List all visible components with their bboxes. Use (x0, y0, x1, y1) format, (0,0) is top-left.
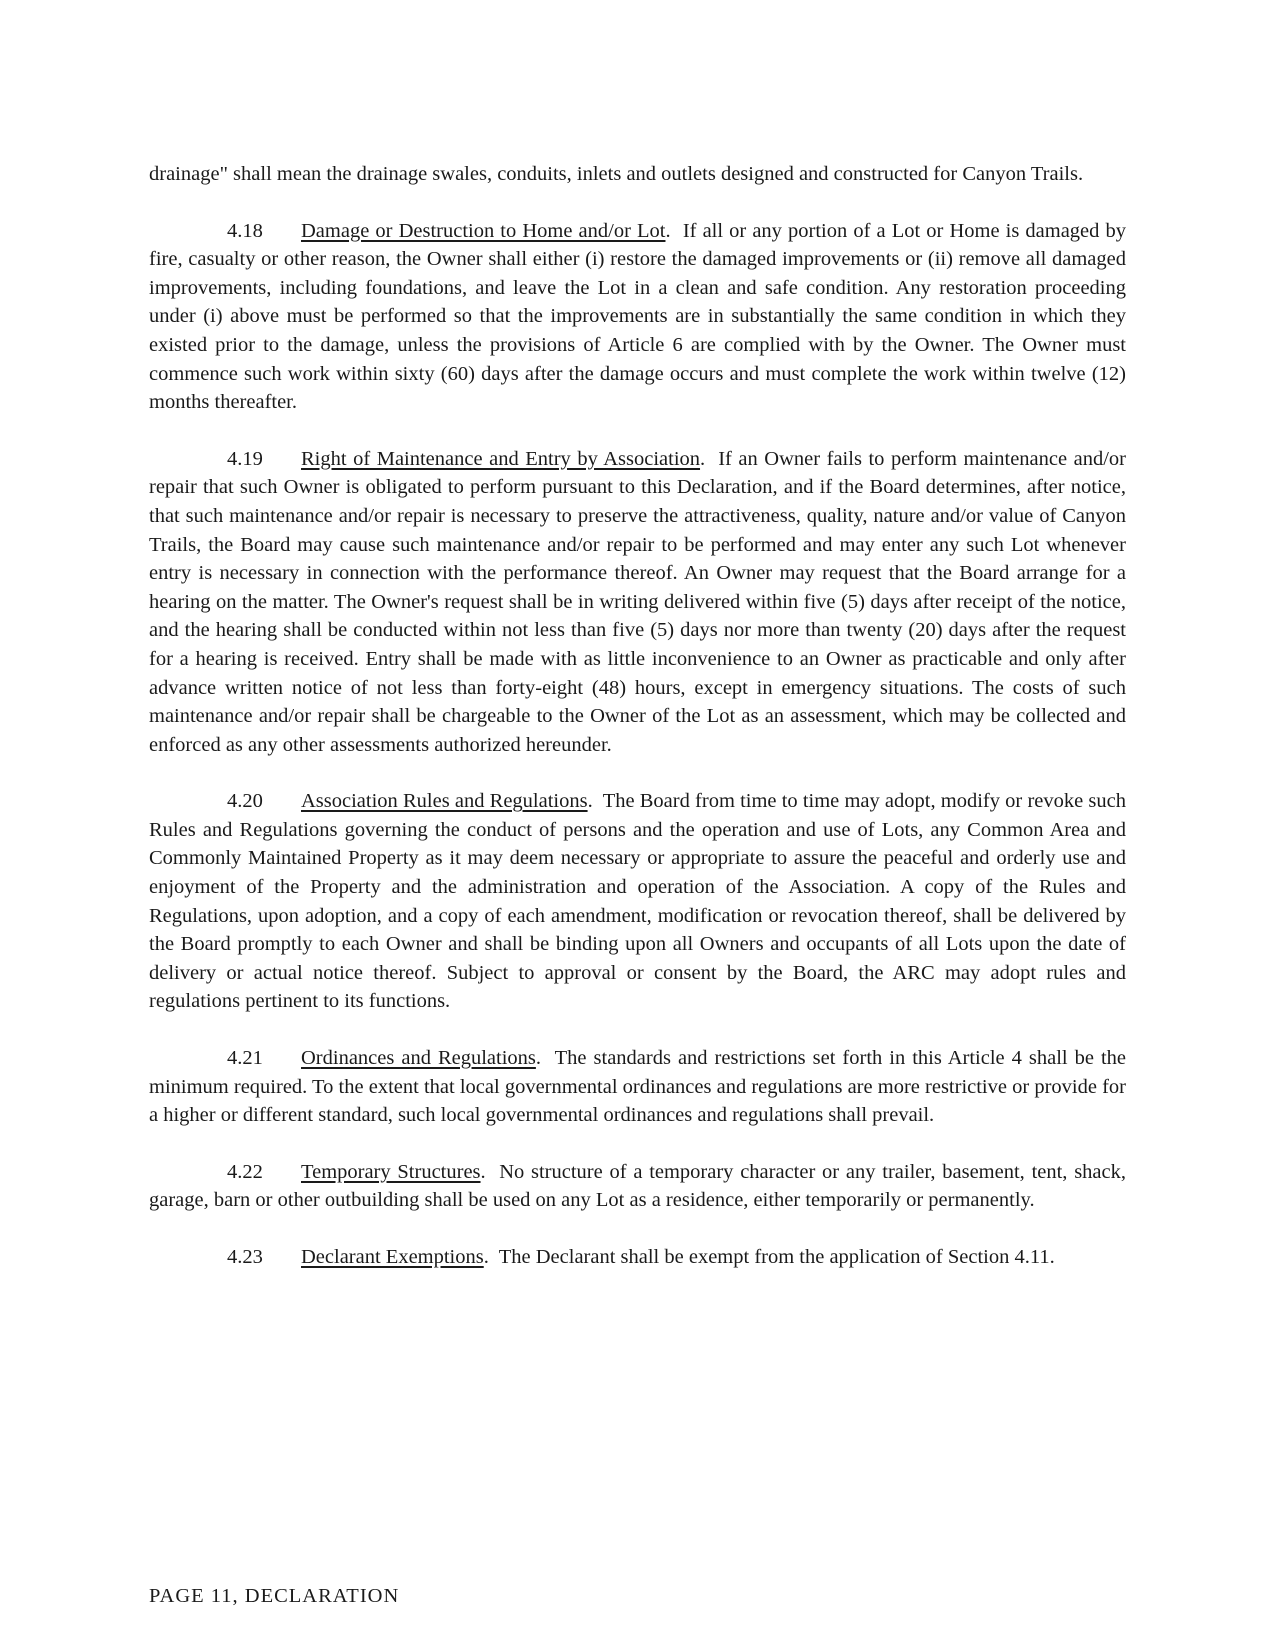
section-heading: Right of Maintenance and Entry by Association (301, 447, 701, 470)
section-4-18: 4.18 Damage or Destruction to Home and/or Lot. If all or any portion of a Lot or Home is damaged by fire, casualty or other reason, the Owner shall either (i) restore the damaged improvements or (ii) remove all damaged improvements, including foundations, and leave the Lot in a clean and safe condition. Any restoration proceeding under (i) above must be performed so that the improvements are in substantially the same condition in which they existed prior to the damage, unless the provisions of Article 6 are complied with by the Owner. The Owner must commence such work within sixty (60) days after the damage occurs and must complete the work within twelve (12) months thereafter. (149, 217, 1126, 417)
section-number: 4.22 (227, 1160, 263, 1183)
section-text: The Declarant shall be exempt from the application of Section 4.11. (498, 1246, 1055, 1268)
section-4-19: 4.19 Right of Maintenance and Entry by Association. If an Owner fails to perform maintenance and/or repair that such Owner is obligated to perform pursuant to this Declaration, and if the Board determines, after notice, that such maintenance and/or repair is necessary to preserve the attractiveness, quality, nature and/or value of Canyon Trails, the Board may cause such maintenance and/or repair to be performed and may enter any such Lot whenever entry is necessary in connection with the performance thereof. An Owner may request that the Board arrange for a hearing on the matter. The Owner's request shall be in writing delivered within five (5) days after receipt of the notice, and the hearing shall be conducted within not less than five (5) days nor more than twenty (20) days after the request for a hearing is received. Entry shall be made with as little inconvenience to an Owner as practicable and only after advance written notice of not less than forty-eight (48) hours, except in emergency situations. The costs of such maintenance and/or repair shall be chargeable to the Owner of the Lot as an assessment, which may be collected and enforced as any other assessments authorized hereunder. (149, 445, 1126, 760)
section-text: The standards and restrictions set forth in this Article 4 shall be the minimum required. To the extent that local governmental ordinances and regulations are more restrictive or provide for a higher or different standard, such local governmental ordinances and regulations shall prevail. (149, 1047, 1126, 1127)
section-number: 4.18 (227, 219, 263, 242)
section-4-21: 4.21 Ordinances and Regulations. The standards and restrictions set forth in this Article 4 shall be the minimum required. To the extent that local governmental ordinances and regulations are more restrictive or provide for a higher or different standard, such local governmental ordinances and regulations shall prevail. (149, 1044, 1126, 1130)
section-4-22: 4.22 Temporary Structures. No structure of a temporary character or any trailer, basement, tent, shack, garage, barn or other outbuilding shall be used on any Lot as a residence, either temporarily or permanently. (149, 1158, 1126, 1215)
section-heading: Declarant Exemptions (301, 1246, 484, 1268)
section-text: If all or any portion of a Lot or Home is damaged by fire, casualty or other reason, the Owner shall either (i) restore the damaged improvements or (ii) remove all damaged improvements, including foundations, and leave the Lot in a clean and safe condition. Any restoration proceeding under (i) above must be performed so that the improvements are in substantially the same condition in which they existed prior to the damage, unless the provisions of Article 6 are complied with by the Owner. The Owner must commence such work within sixty (60) days after the damage occurs and must complete the work within twelve (12) months thereafter. (149, 219, 1126, 414)
section-4-20: 4.20 Association Rules and Regulations. The Board from time to time may adopt, modify or revoke such Rules and Regulations governing the conduct of persons and the operation and use of Lots, any Common Area and Commonly Maintained Property as it may deem necessary or appropriate to assure the peaceful and orderly use and enjoyment of the Property and the administration and operation of the Association. A copy of the Rules and Regulations, upon adoption, and a copy of each amendment, modification or revocation thereof, shall be delivered by the Board promptly to each Owner and shall be binding upon all Owners and occupants of all Lots upon the date of delivery or actual notice thereof. Subject to approval or consent by the Board, the ARC may adopt rules and regulations pertinent to its functions. (149, 787, 1126, 1016)
section-number: 4.21 (227, 1047, 263, 1070)
section-4-23: 4.23 Declarant Exemptions. The Declarant shall be exempt from the application of Section 4.11. (149, 1243, 1126, 1272)
section-text: If an Owner fails to perform maintenance and/or repair that such Owner is obligated to perform pursuant to this Declaration, and if the Board determines, after notice, that such maintenance and/or repair is necessary to preserve the attractiveness, quality, nature and/or value of Canyon Trails, the Board may cause such maintenance and/or repair to be performed and may enter any such Lot whenever entry is necessary in connection with the performance thereof. An Owner may request that the Board arrange for a hearing on the matter. The Owner's request shall be in writing delivered within five (5) days after receipt of the notice, and the hearing shall be conducted within not less than five (5) days nor more than twenty (20) days after the request for a hearing is received. Entry shall be made with as little inconvenience to an Owner as practicable and only after advance written notice of not less than forty-eight (48) hours, except in emergency situations. The costs of such maintenance and/or repair shall be chargeable to the Owner of the Lot as an assessment, which may be collected and enforced as any other assessments authorized hereunder. (149, 447, 1126, 756)
continuation-paragraph (149, 160, 1126, 189)
page-footer: PAGE 11, DECLARATION (149, 1585, 400, 1607)
section-number: 4.19 (227, 447, 263, 470)
section-number: 4.23 (227, 1246, 263, 1268)
section-heading: Temporary Structures (301, 1160, 481, 1183)
section-text: No structure of a temporary character or any trailer, basement, tent, shack, garage, barn or other outbuilding shall be used on any Lot as a residence, either temporarily or permanently. (149, 1160, 1126, 1212)
section-number: 4.20 (227, 790, 263, 813)
section-heading: Ordinances and Regulations (301, 1047, 536, 1070)
section-text: The Board from time to time may adopt, modify or revoke such Rules and Regulations governing the conduct of persons and the operation and use of Lots, any Common Area and Commonly Maintained Property as it may deem necessary or appropriate to assure the peaceful and orderly use and enjoyment of the Property and the administration and operation of the Association. A copy of the Rules and Regulations, upon adoption, and a copy of each amendment, modification or revocation thereof, shall be delivered by the Board promptly to each Owner and shall be binding upon all Owners and occupants of all Lots upon the date of delivery or actual notice thereof. Subject to approval or consent by the Board, the ARC may adopt rules and regulations pertinent to its functions. (149, 790, 1126, 1013)
section-heading: Association Rules and Regulations (301, 790, 588, 813)
continuation-text: drainage" shall mean the drainage swales, conduits, inlets and outlets designed and constructed for Canyon Trails. (149, 163, 1084, 185)
document-body (149, 160, 1126, 1300)
section-heading: Damage or Destruction to Home and/or Lot (301, 219, 666, 242)
